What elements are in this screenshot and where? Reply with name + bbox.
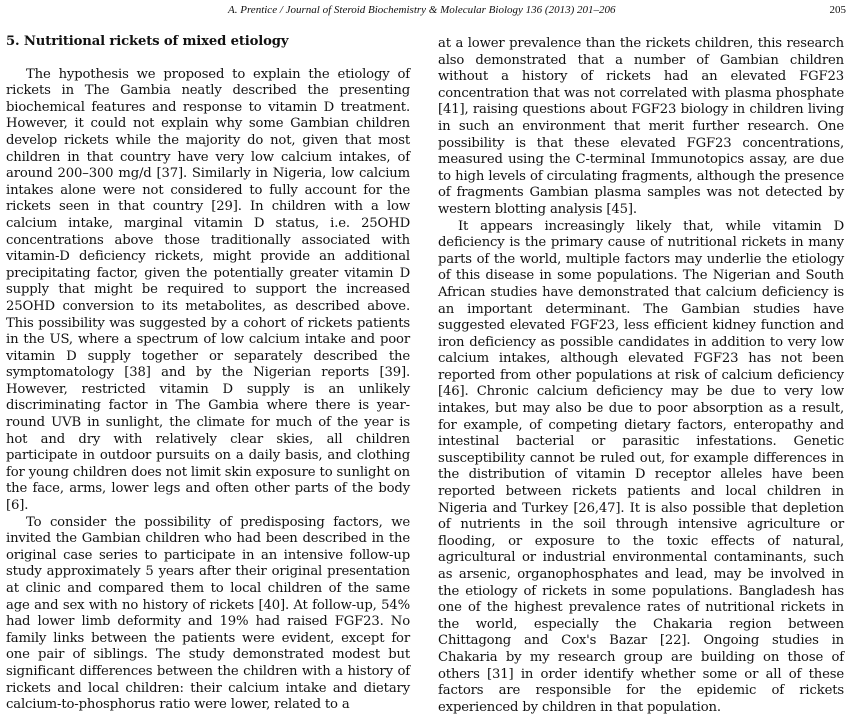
section-heading: 5. Nutritional rickets of mixed etiology xyxy=(6,34,289,49)
paragraph-hypothesis: The hypothesis we proposed to explain the etiology of rickets in The Gambia neatly described the presenting biochemical features and response to vitamin D treatment. However, it could not explain why some Gambian children develop rickets while the majority do not, given that most children in that country have very low calcium intakes, of around 200–300 mg/d [37]. Similarly in Nigeria, low calcium intakes alone were not considered to fully account for the rickets seen in that country [29]. In children with a low calcium intake, marginal vitamin D status, i.e. 25OHD concentrations above those traditionally associated with vitamin-D deficiency rickets, might provide an additional precipitating factor, given the potentially greater vitamin D supply that might be required to support the increased 25OHD conversion to its metabolites, as described above. This possibility was suggested by a cohort of rickets patients in the US, where a spectrum of low calcium intake and poor vitamin D supply together or separately described the symptomatology [38] and by the Nigerian reports [39]. However, restricted vitamin D supply is an unlikely discriminating factor in The Gambia where there is year-round UVB in sunlight, the climate for much of the year is hot and dry with relatively clear skies, all children participate in outdoor pursuits on a daily basis, and clothing for young children does not limit skin exposure to sunlight on the face, arms, lower legs and often other parts of the body [6]. xyxy=(6,66,410,514)
paragraph-multiple-factors: It appears increasingly likely that, while vitamin D deficiency is the primary cause of nutritional rickets in many parts of the world, multiple factors may underlie the etiology of this disease in some populations. The Nigerian and South African studies have demonstrated that calcium deficiency is an important determinant. The Gambian studies have suggested elevated FGF23, less efficient kidney function and iron deficiency as possible candidates in addition to very low calcium intakes, although elevated FGF23 has not been reported from other populations at risk of calcium deficiency [46]. Chronic calcium deficiency may be due to very low intakes, but may also be due to poor absorption as a result, for example, of competing dietary factors, enteropathy and intestinal bacterial or parasitic infestations. Genetic susceptibility cannot be ruled out, for example differences in the distribution of vitamin D receptor alleles have been reported between rickets patients and local children in Nigeria and Turkey [26,47]. It is also possible that depletion of nutrients in the soil through intensive agriculture or flooding, or exposure to the toxic effects of natural, agricultural or industrial environmental contaminants, such as arsenic, organophosphates and lead, may be involved in the etiology of rickets in some populations. Bangladesh has one of the highest prevalence rates of nutritional rickets in the world, especially the Chakaria region between Chittagong and Cox's Bazar [22]. Ongoing studies in Chakaria by my research group are building on those of others [31] in order identify whether some or all of these factors are responsible for the epidemic of rickets experienced by children in that population. xyxy=(438,218,844,715)
running-head xyxy=(0,4,864,20)
right-column xyxy=(438,36,844,716)
page-number: 205 xyxy=(829,4,846,16)
journal-citation: A. Prentice / Journal of Steroid Biochemistry & Molecular Biology 136 (2013) 201–206 xyxy=(228,4,616,16)
paragraph-follow-up-study: To consider the possibility of predisposing factors, we invited the Gambian children who had been described in the original case series to participate in an intensive follow-up study approximately 5 years after their original presentation at clinic and compared them to local children of the same age and sex with no history of rickets [40]. At follow-up, 54% had lower limb deformity and 19% had raised FGF23. No family links between the patients were evident, except for one pair of siblings. The study demonstrated modest but significant differences between the children with a history of rickets and local children: their calcium intake and dietary calcium-to-phosphorus ratio were lower, related to a xyxy=(6,514,410,713)
paragraph-continuation: at a lower prevalence than the rickets children, this research also demonstrated that a number of Gambian children without a history of rickets had an elevated FGF23 concentration that was not correlated with plasma phosphate [41], raising questions about FGF23 biology in children living in such an environment that merit further research. One possibility is that these elevated FGF23 concentrations, measured using the C-terminal Immunotopics assay, are due to high levels of circulating fragments, although the presence of fragments Gambian plasma samples was not detected by western blotting analysis [45]. xyxy=(438,36,844,217)
left-column xyxy=(6,34,410,714)
